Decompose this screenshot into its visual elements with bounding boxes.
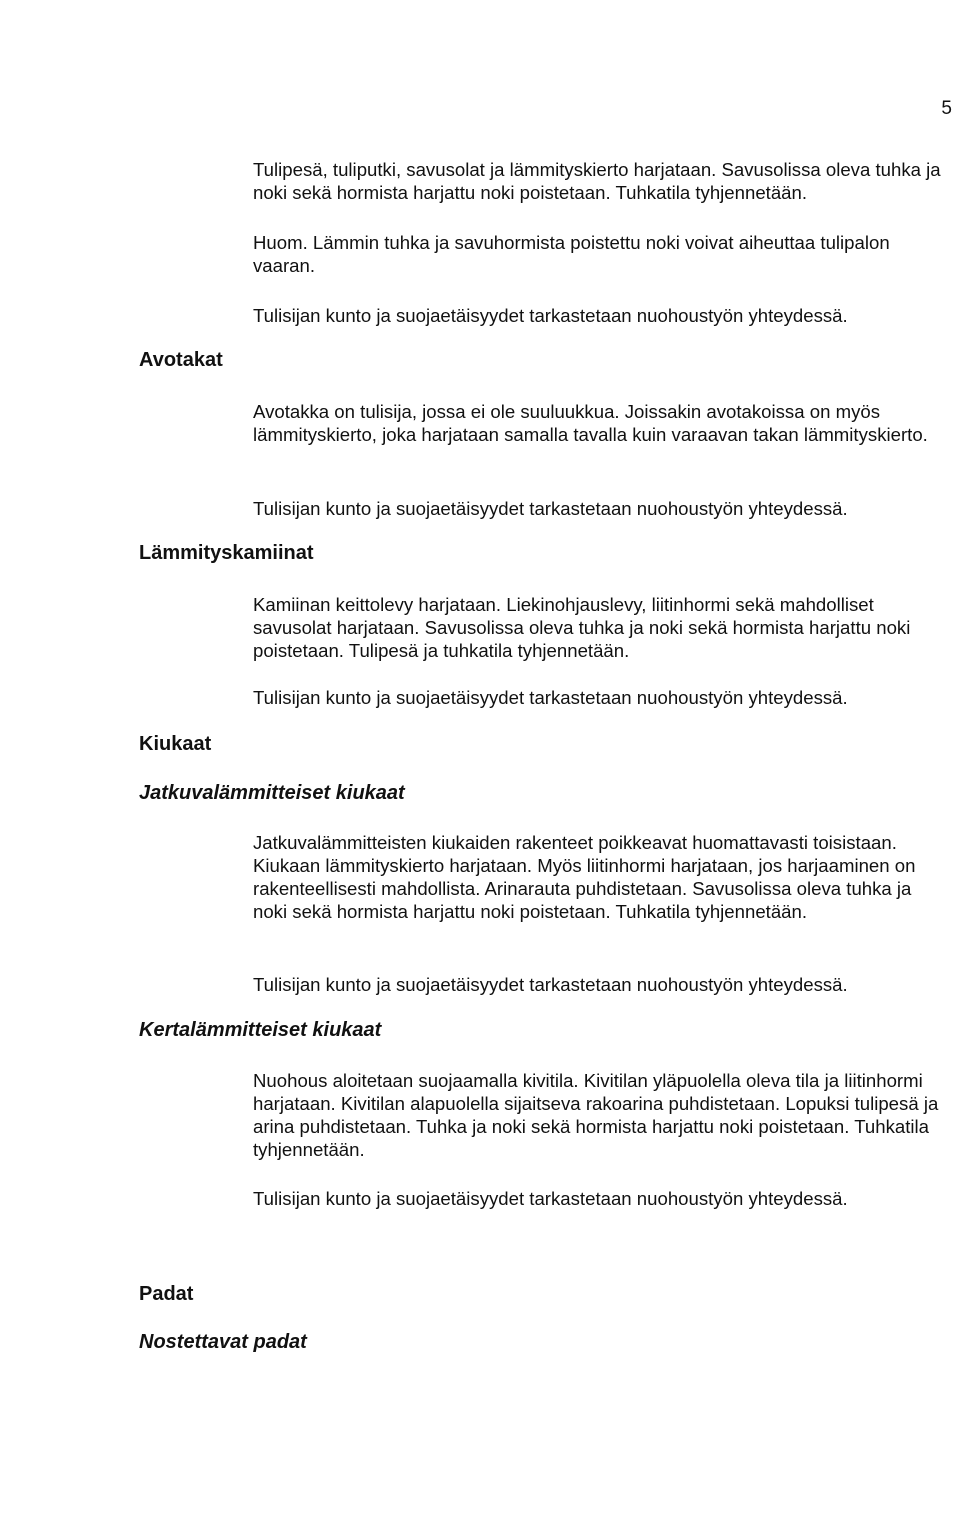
paragraph-tulipesa: Tulipesä, tuliputki, savusolat ja lämmityskierto harjataan. Savusolissa oleva tuhka ja noki sekä hormista harjattu noki poistetaan. Tuhkatila tyhjennetään. [253, 159, 941, 203]
paragraph-tarkastus-3: Tulisijan kunto ja suojaetäisyydet tarkastetaan nuohoustyön yhteydessä. [253, 687, 848, 708]
paragraph-tarkastus-5: Tulisijan kunto ja suojaetäisyydet tarkastetaan nuohoustyön yhteydessä. [253, 1188, 848, 1209]
paragraph-kertalammitteiset: Nuohous aloitetaan suojaamalla kivitila. Kivitilan yläpuolella oleva tila ja liitinhormi harjataan. Kivitilan alapuolella sijaitseva rakoarina puhdistetaan. Lopuksi tulipesä ja arina puhdistetaan. Tuhka ja noki sekä hormista harjattu noki poistetaan. Tuhkatila tyhjennetään. [253, 1070, 939, 1160]
paragraph-kamiina: Kamiinan keittolevy harjataan. Liekinohjauslevy, liitinhormi sekä mahdolliset savusolat harjataan. Savusolissa oleva tuhka ja noki sekä hormista harjattu noki poistetaan. Tulipesä ja tuhkatila tyhjennetään. [253, 594, 911, 661]
page-number: 5 [941, 98, 952, 119]
paragraph-tarkastus-2: Tulisijan kunto ja suojaetäisyydet tarkastetaan nuohoustyön yhteydessä. [253, 498, 848, 519]
heading-nostettavat-padat: Nostettavat padat [139, 1331, 307, 1353]
heading-avotakat: Avotakat [139, 349, 223, 371]
heading-kiukaat: Kiukaat [139, 733, 212, 755]
heading-padat: Padat [139, 1283, 194, 1305]
paragraph-avotakka: Avotakka on tulisija, jossa ei ole suuluukkua. Joissakin avotakoissa on myös lämmityskierto, joka harjataan samalla tavalla kuin varaavan takan lämmityskierto. [253, 401, 928, 445]
paragraph-jatkuvalammitteiset: Jatkuvalämmitteisten kiukaiden rakenteet poikkeavat huomattavasti toisistaan. Kiukaan lämmityskierto harjataan. Myös liitinhormi harjataan, jos harjaaminen on rakenteellisesti mahdollista. Arinarauta puhdistetaan. Savusolissa oleva tuhka ja noki sekä hormista harjattu noki poistetaan. Tuhkatila tyhjennetään. [253, 832, 916, 922]
heading-jatkuvalammitteiset-kiukaat: Jatkuvalämmitteiset kiukaat [139, 782, 405, 804]
paragraph-tarkastus-1: Tulisijan kunto ja suojaetäisyydet tarkastetaan nuohoustyön yhteydessä. [253, 305, 848, 326]
paragraph-tarkastus-4: Tulisijan kunto ja suojaetäisyydet tarkastetaan nuohoustyön yhteydessä. [253, 974, 848, 995]
paragraph-huom: Huom. Lämmin tuhka ja savuhormista poistettu noki voivat aiheuttaa tulipalon vaaran. [253, 232, 890, 276]
heading-kertalammitteiset-kiukaat: Kertalämmitteiset kiukaat [139, 1019, 382, 1041]
heading-lammityskamiinat: Lämmityskamiinat [139, 542, 314, 564]
